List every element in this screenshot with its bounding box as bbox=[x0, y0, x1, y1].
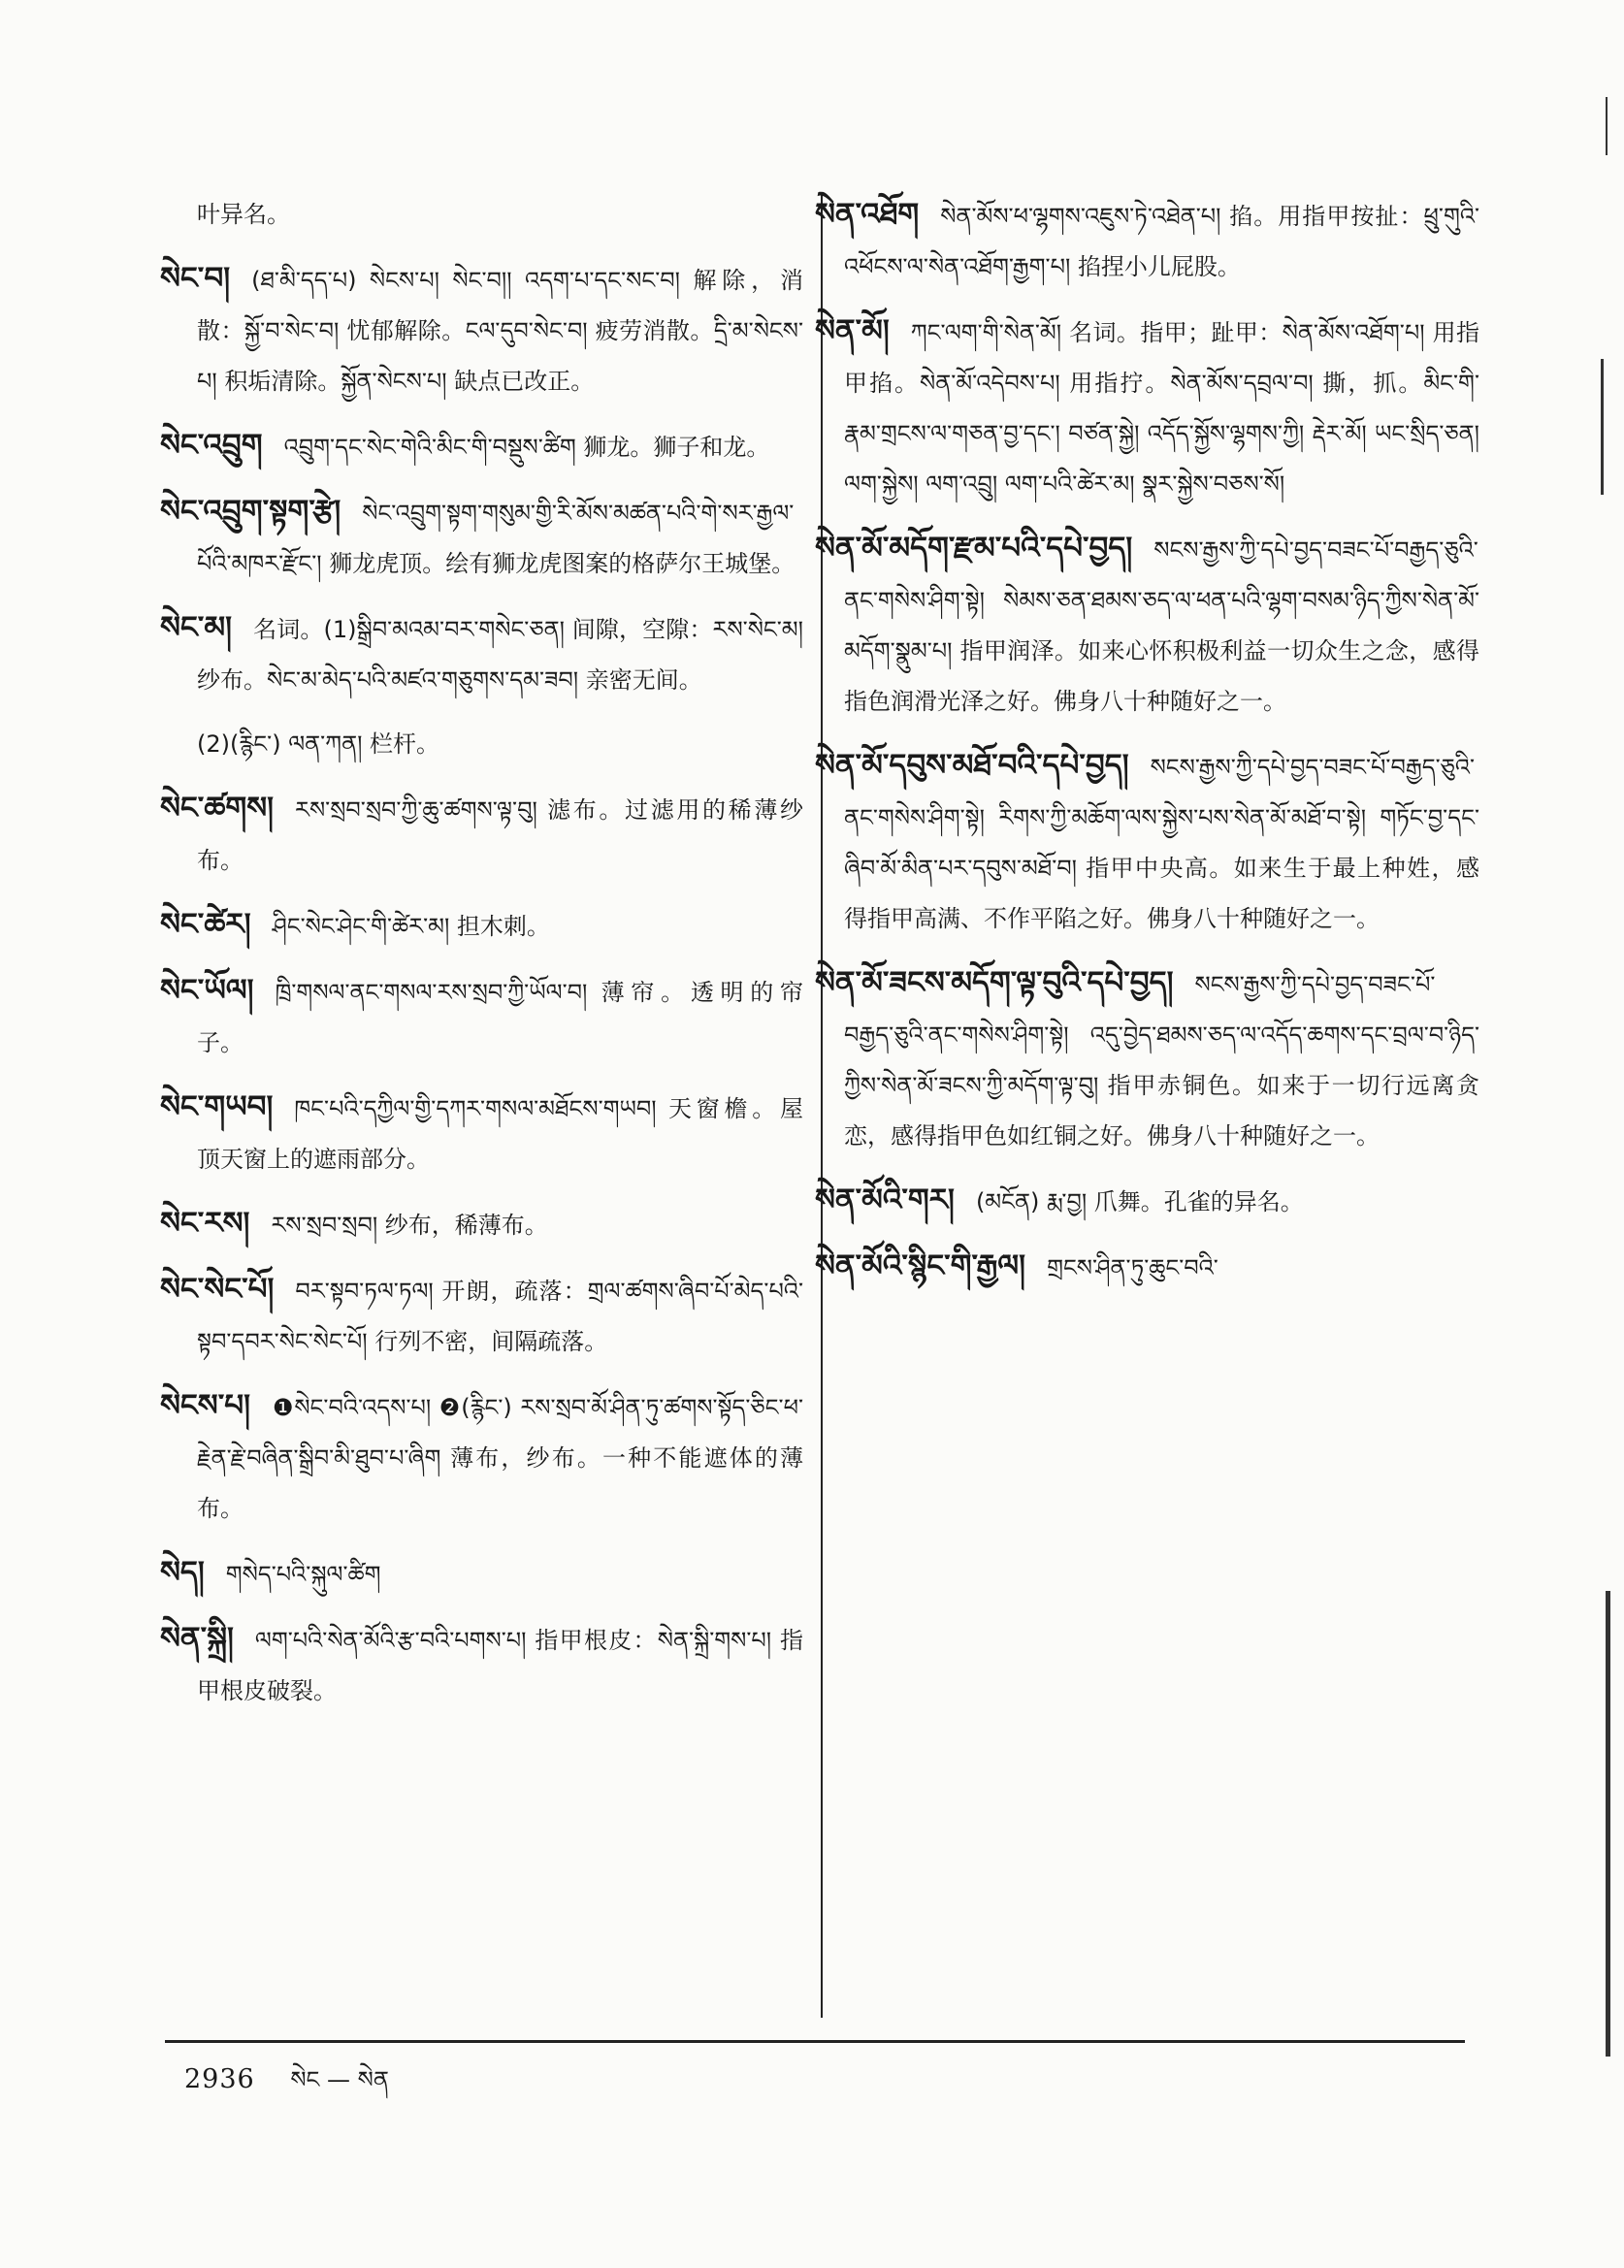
headword: སེང་ཡོལ། bbox=[160, 973, 254, 1008]
headword: སེང་ཚེར། bbox=[160, 907, 251, 942]
headword: སེང་མ། bbox=[160, 610, 232, 645]
right-column bbox=[815, 189, 1479, 1307]
entry-text: ཁྲི་གསལ་ནང་གསལ་རས་སྲབ་ཀྱི་ཡོལ་བ། 薄帘。透明的帘子。 bbox=[197, 979, 803, 1056]
headword: སེན་མོ་མདོག་རྫམ་པའི་དཔེ་བྱད། bbox=[815, 531, 1133, 566]
entry-7 bbox=[160, 899, 803, 952]
headword: སེན་མོའི་གར། bbox=[815, 1183, 955, 1217]
headword-range: སེང — སེན bbox=[290, 2066, 389, 2093]
entry-text: སངས་རྒྱས་ཀྱི་དཔེ་བྱད་བཟང་པོ་བརྒྱད་ཅུའི་ནང་གསེས་ཤིག་སྟེ། སེམས་ཅན་ཐམས་ཅད་ལ་ཕན་པའི་ལྷག་བསམ་ཉིད་ཀྱིས་སེན་མོ་མདོག་སྣུམ་པ། 指甲润泽。如来心怀积极利益一切众生之念，感得指色润滑光泽之好。佛身八十种随好之一。 bbox=[844, 536, 1479, 715]
entry-text: (2)(རྙིང་) ལན་ཀན། 栏杆。 bbox=[197, 730, 440, 758]
entry-text: སངས་རྒྱས་ཀྱི་དཔེ་བྱད་བཟང་པོ་བརྒྱད་ཅུའི་ནང་གསེས་ཤིག་སྟེ། འདུ་བྱེད་ཐམས་ཅད་ལ་འདོད་ཆགས་དང་བྲལ་བ་ཉིད་ཀྱིས་སེན་མོ་ཟངས་ཀྱི་མདོག་ལྟ་བུ། 指甲赤铜色。如来于一切行远离贪恋，感得指甲色如红铜之好。佛身八十种随好之一。 bbox=[844, 971, 1479, 1150]
entry-r2 bbox=[815, 523, 1479, 727]
headword: སེང་འབྲུག bbox=[160, 428, 263, 463]
entry-9 bbox=[160, 1082, 803, 1184]
headword: སེན་མོ། bbox=[815, 313, 890, 348]
entry-1 bbox=[160, 253, 803, 406]
headword: སེང་འབྲུག་སྟག་རྩེ། bbox=[160, 494, 341, 529]
headword: སེང་རས། bbox=[160, 1206, 250, 1241]
entry-12 bbox=[160, 1380, 803, 1534]
entry-text: 叶异名。 bbox=[197, 201, 290, 228]
entry-text: ❶སེང་བའི་འདས་པ། ❷(རྙིང་) རས་སྲབ་མོ་ཤིན་ཏུ་ཚགས་སྟོད་ཅིང་ཕ་རྗེན་རྗེ་བཞིན་སྒྲིབ་མི་ཐུབ་པ་ཞིག 薄布，纱布。一种不能遮体的薄布。 bbox=[197, 1394, 803, 1522]
entry-3 bbox=[160, 486, 803, 589]
entry-text: ཀང་ལག་གི་སེན་མོ། 名词。指甲；趾甲：སེན་མོས་འཐོག་པ། 用指甲掐。སེན་མོ་འདེབས་པ། 用指拧。སེན་མོས་དབྲལ་བ། 撕，抓。མིང་གི་རྣམ་གྲངས་ལ་གཅན་བྱ་དང་། བཙན་སྐྱེ། འདོད་སྐྱོས་ལྷགས་ཀྱི། རྡེར་མོ། ཡང་སྲིད་ཅན། ལག་སྐྱེས། ལག་འབྲུ། ལག་པའི་ཚེར་མ། སྣར་སྐྱེས་བཅས་སོ། bbox=[844, 319, 1479, 498]
entry-0 bbox=[197, 189, 803, 240]
entry-text: ཤིང་སེང་ཤེང་གི་ཚེར་མ། 担木刺。 bbox=[272, 913, 550, 940]
entry-6 bbox=[160, 783, 803, 886]
entry-5 bbox=[197, 719, 803, 769]
entry-13 bbox=[160, 1547, 803, 1600]
entry-text: (ཐ་མི་དད་པ) སེངས་པ། སེང་བ།། འདག་པ་དང་སང་བ། 解除，消散：སྐྱོ་བ་སེང་བ། 忧郁解除。ངལ་དུབ་སེང་བ། 疲劳消散。དྲི་མ་སེངས་པ། 积垢清除。སྐྱོན་སེངས་པ། 缺点已改正。 bbox=[197, 267, 803, 395]
entry-8 bbox=[160, 965, 803, 1068]
entry-r4 bbox=[815, 957, 1479, 1161]
headword: སེན་མོ་དབུས་མཐོ་བའི་དཔེ་བྱད། bbox=[815, 748, 1129, 783]
entry-text: གསེད་པའི་སྐུལ་ཚིག bbox=[225, 1561, 381, 1588]
page-footer bbox=[184, 2055, 389, 2120]
entry-r3 bbox=[815, 740, 1479, 944]
entry-text: སེན་མོས་ཕ་ལྷགས་འཇུས་ཏེ་འཐེན་པ། 掐。用指甲按扯：ཕྲུ་གུའི་འཕོངས་ལ་སེན་འཐོག་རྒྱག་པ། 掐捏小儿屁股。 bbox=[844, 203, 1479, 280]
headword: སེན་མོའི་སྙིང་གི་རྒྱལ། bbox=[815, 1248, 1026, 1283]
entry-text: ལག་པའི་སེན་མོའི་རྩ་བའི་པགས་པ། 指甲根皮：སེན་སྐྲི་གས་པ། 指甲根皮破裂。 bbox=[197, 1627, 803, 1704]
entry-r5 bbox=[815, 1175, 1479, 1227]
entry-r0 bbox=[815, 189, 1479, 292]
entry-text: འབྲུག་དང་སེང་གེའི་མིང་གི་བསྡུས་ཚིག 狮龙。狮子和龙。 bbox=[283, 434, 770, 461]
headword: སེང་བ། bbox=[160, 261, 231, 296]
footer-rule bbox=[165, 2040, 1465, 2043]
entry-10 bbox=[160, 1198, 803, 1250]
entry-text: གྲངས་ཤིན་ཏུ་ཆུང་བའི་ bbox=[1047, 1254, 1218, 1281]
scan-edge-mark bbox=[1606, 1591, 1610, 2057]
headword: སེང་གཡབ། bbox=[160, 1089, 274, 1124]
headword: སེན་མོ་ཟངས་མདོག་ལྟ་བུའི་དཔེ་བྱད། bbox=[815, 965, 1174, 1000]
headword: སེངས་པ། bbox=[160, 1388, 250, 1423]
column-divider bbox=[821, 194, 823, 2018]
entry-text: རས་སྲབ་སྲབ་ཀྱི་ཆུ་ཚགས་ལྟ་བུ། 滤布。过滤用的稀薄纱布。 bbox=[197, 796, 803, 874]
entry-text: ཁང་པའི་དཀྱིལ་གྱི་དཀར་གསལ་མཐོངས་གཡབ། 天窗檐。屋顶天窗上的遮雨部分。 bbox=[197, 1095, 803, 1173]
left-column bbox=[160, 189, 803, 1730]
page-number: 2936 bbox=[184, 2064, 255, 2094]
headword: སེད། bbox=[160, 1555, 205, 1590]
entry-text: སེང་འབྲུག་སྟག་གསུམ་གྱི་རི་མོས་མཚན་པའི་གེ་སར་རྒྱལ་པོའི་མཁར་རྫོང་། 狮龙虎顶。绘有狮龙虎图案的格萨尔王城堡。 bbox=[197, 500, 796, 577]
entry-text: (མངོན) རྨ་བྱ། 爪舞。孔雀的异名。 bbox=[975, 1188, 1304, 1215]
scan-edge-mark bbox=[1601, 359, 1604, 495]
entry-r1 bbox=[815, 306, 1479, 509]
entry-14 bbox=[160, 1613, 803, 1716]
entry-r6 bbox=[815, 1241, 1479, 1293]
entry-text: 名词。(1)སྒྲིབ་མའམ་བར་གསེང་ཅན། 间隙，空隙：རས་སེང་མ། 纱布。སེང་མ་མེད་པའི་མཛའ་གཅུགས་དམ་ཟབ། 亲密无间。 bbox=[197, 616, 803, 694]
entry-text: སངས་རྒྱས་ཀྱི་དཔེ་བྱད་བཟང་པོ་བརྒྱད་ཅུའི་ནང་གསེས་ཤིག་སྟེ། རིགས་ཀྱི་མཆོག་ལས་སྐྱེས་པས་སེན་མོ་མཐོ་བ་སྟེ། གཏོང་བྱ་དང་ཞིབ་མོ་མིན་པར་དབུས་མཐོ་བ། 指甲中央高。如来生于最上种姓，感得指甲高满、不作平陷之好。佛身八十种随好之一。 bbox=[844, 754, 1479, 932]
entry-2 bbox=[160, 420, 803, 472]
scan-edge-mark bbox=[1606, 97, 1608, 155]
entry-text: བར་སྟབ་ཏལ་ཏལ། 开朗，疏落：གྲལ་ཚགས་ཞིབ་པོ་མེད་པའི་སྟབ་དབར་སེང་སེང་པོ། 行列不密，间隔疏落。 bbox=[197, 1278, 803, 1355]
headword: སེང་སེང་པོ། bbox=[160, 1272, 275, 1307]
entry-4 bbox=[160, 602, 803, 705]
headword: སེན་འཐོག bbox=[815, 197, 920, 232]
headword: སེན་སྐྲི། bbox=[160, 1621, 234, 1656]
entry-11 bbox=[160, 1264, 803, 1367]
entry-text: རས་སྲབ་སྲབ། 纱布，稀薄布。 bbox=[271, 1212, 548, 1239]
headword: སེང་ཚགས། bbox=[160, 791, 275, 826]
